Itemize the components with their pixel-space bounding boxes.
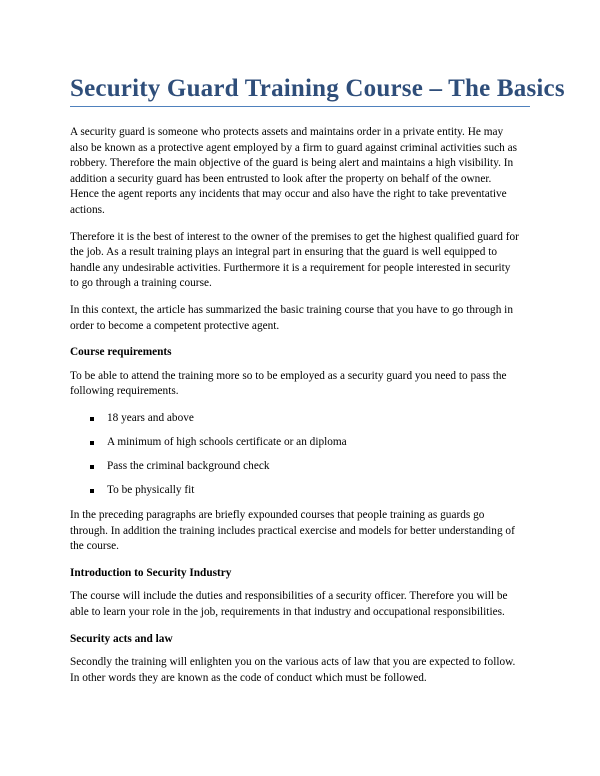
- security-industry-heading: Introduction to Security Industry: [70, 566, 232, 579]
- list-item: [70, 411, 520, 427]
- square-bullet-icon: [90, 489, 94, 493]
- course-requirements-intro: To be able to attend the training more so to be employed as a security guard you need to pass the following requirements.: [70, 369, 507, 398]
- list-item: [70, 483, 520, 499]
- security-acts-text: Secondly the training will enlighten you on the various acts of law that you are expected to follow. In other words they are known as the code of conduct which must be followed.: [70, 656, 516, 684]
- intro-paragraph-1: A security guard is someone who protects assets and maintains order in a private entity. He may also be known as a protective agent employed by a firm to guard against criminal activities such as robbery. Therefore the main objective of the guard is being alert and maintains a high visibility. In addition a security guard has been entrusted to look after the property on behalf of the owner. Hence the agent reports any incidents that may occur and also have the right to take preventative actions.: [70, 126, 518, 216]
- list-item-text: 18 years and above: [107, 411, 194, 424]
- list-item-text: To be physically fit: [107, 484, 195, 497]
- square-bullet-icon: [90, 465, 94, 469]
- list-item: [70, 459, 520, 475]
- course-requirements-summary: In the preceding paragraphs are briefly expounded courses that people training as guards go through. In addition the training includes practical exercise and models for better understanding of the course.: [70, 509, 515, 553]
- list-item-text: A minimum of high schools certificate or an diploma: [107, 436, 347, 449]
- security-industry-text: The course will include the duties and responsibilities of a security officer. Therefore you will be able to learn your role in the job, requirements in that industry and occupational responsibilities.: [70, 590, 508, 619]
- title-underline: [70, 106, 530, 107]
- square-bullet-icon: [90, 417, 94, 421]
- requirements-list: [70, 411, 520, 499]
- intro-paragraph-3: In this context, the article has summarized the basic training course that you have to go through in order to become a competent protective agent.: [70, 303, 513, 332]
- square-bullet-icon: [90, 441, 94, 445]
- page-title: Security Guard Training Course – The Basics: [70, 75, 565, 102]
- course-requirements-heading: Course requirements: [70, 346, 172, 359]
- security-acts-heading: Security acts and law: [70, 632, 173, 645]
- list-item-text: Pass the criminal background check: [107, 460, 270, 473]
- list-item: [70, 435, 520, 451]
- intro-paragraph-2: Therefore it is the best of interest to the owner of the premises to get the highest qualified guard for the job. As a result training plays an integral part in ensuring that the guard is well equipped to handle any undesirable activities. Furthermore it is a requirement for people interested in security to go through a training course.: [70, 230, 519, 290]
